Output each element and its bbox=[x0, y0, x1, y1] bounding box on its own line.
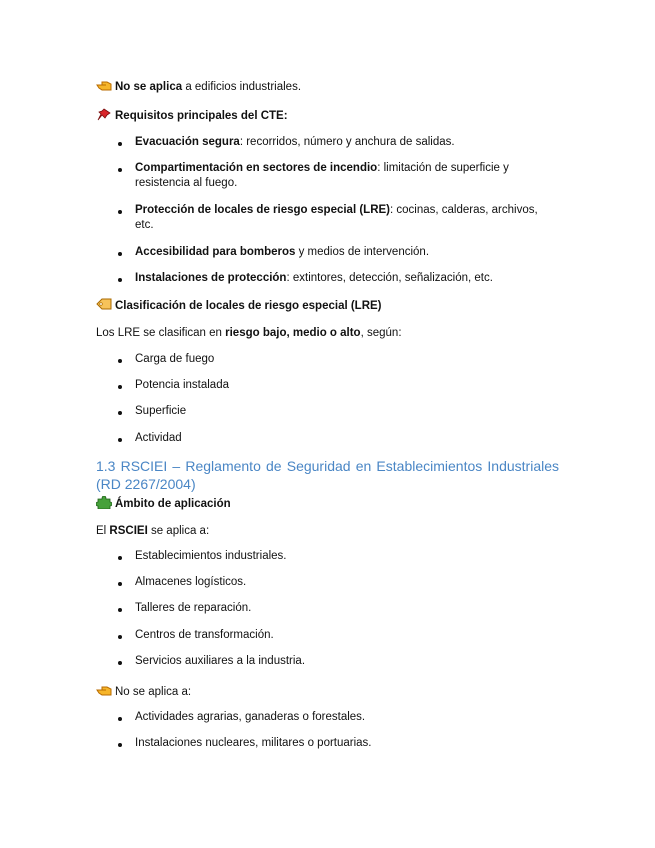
list-item: Superficie bbox=[135, 405, 187, 417]
pointing-hand-icon bbox=[96, 684, 112, 697]
bullet-dot bbox=[118, 608, 122, 612]
bullet-dot bbox=[118, 438, 122, 442]
bullet-dot bbox=[118, 168, 122, 172]
list-item: Almacenes logísticos. bbox=[135, 576, 247, 588]
list-item: Carga de fuego bbox=[135, 353, 215, 365]
list-item: Potencia instalada bbox=[135, 379, 229, 391]
not-applied-rest: a edificios industriales. bbox=[182, 81, 302, 93]
list-item: Evacuación segura: recorridos, número y anchura de salidas. bbox=[135, 136, 455, 148]
scope-title: Ámbito de aplicación bbox=[96, 496, 231, 512]
bullet-dot bbox=[118, 210, 122, 214]
list-item: Talleres de reparación. bbox=[135, 602, 252, 614]
list-item: Establecimientos industriales. bbox=[135, 550, 287, 562]
list-item: Compartimentación en sectores de incendio: limitación de superficie y resistencia al fuego. bbox=[135, 162, 509, 189]
lre-title: Clasificación de locales de riesgo especial (LRE) bbox=[96, 298, 382, 314]
not-applied-line bbox=[96, 79, 301, 95]
bullet-dot bbox=[118, 359, 122, 363]
list-item: Centros de transformación. bbox=[135, 629, 274, 641]
bullet-dot bbox=[118, 142, 122, 146]
list-item: Actividad bbox=[135, 432, 182, 444]
bullet-dot bbox=[118, 661, 122, 665]
puzzle-piece-icon bbox=[96, 496, 112, 509]
list-item: Instalaciones nucleares, militares o portuarias. bbox=[135, 737, 372, 749]
bullet-dot bbox=[118, 717, 122, 721]
bullet-dot bbox=[118, 743, 122, 747]
list-item: Instalaciones de protección: extintores, detección, señalización, etc. bbox=[135, 272, 493, 284]
label-tag-icon bbox=[96, 298, 112, 311]
bullet-dot bbox=[118, 252, 122, 256]
bullet-dot bbox=[118, 278, 122, 282]
section-heading: 1.3 RSCIEI – Reglamento de Seguridad en Establecimientos Industriales (RD 2267/2004) bbox=[96, 458, 559, 492]
cte-title: Requisitos principales del CTE: bbox=[96, 108, 288, 124]
bullet-dot bbox=[118, 582, 122, 586]
rsciei-paragraph: El RSCIEI se aplica a: bbox=[96, 525, 210, 537]
list-item: Servicios auxiliares a la industria. bbox=[135, 655, 306, 667]
bullet-dot bbox=[118, 385, 122, 389]
pointing-hand-icon bbox=[96, 79, 112, 92]
list-item: Actividades agrarias, ganaderas o forestales. bbox=[135, 711, 366, 723]
bullet-dot bbox=[118, 411, 122, 415]
pushpin-icon bbox=[96, 108, 112, 121]
list-item: Protección de locales de riesgo especial (LRE): cocinas, calderas, archivos, etc. bbox=[135, 204, 538, 231]
lre-paragraph: Los LRE se clasifican en riesgo bajo, medio o alto, según: bbox=[96, 327, 402, 339]
not-applied-bold: No se aplica bbox=[115, 81, 183, 93]
rsciei-not-applied: No se aplica a: bbox=[96, 684, 191, 700]
bullet-dot bbox=[118, 556, 122, 560]
bullet-dot bbox=[118, 635, 122, 639]
list-item: Accesibilidad para bomberos y medios de intervención. bbox=[135, 246, 430, 258]
